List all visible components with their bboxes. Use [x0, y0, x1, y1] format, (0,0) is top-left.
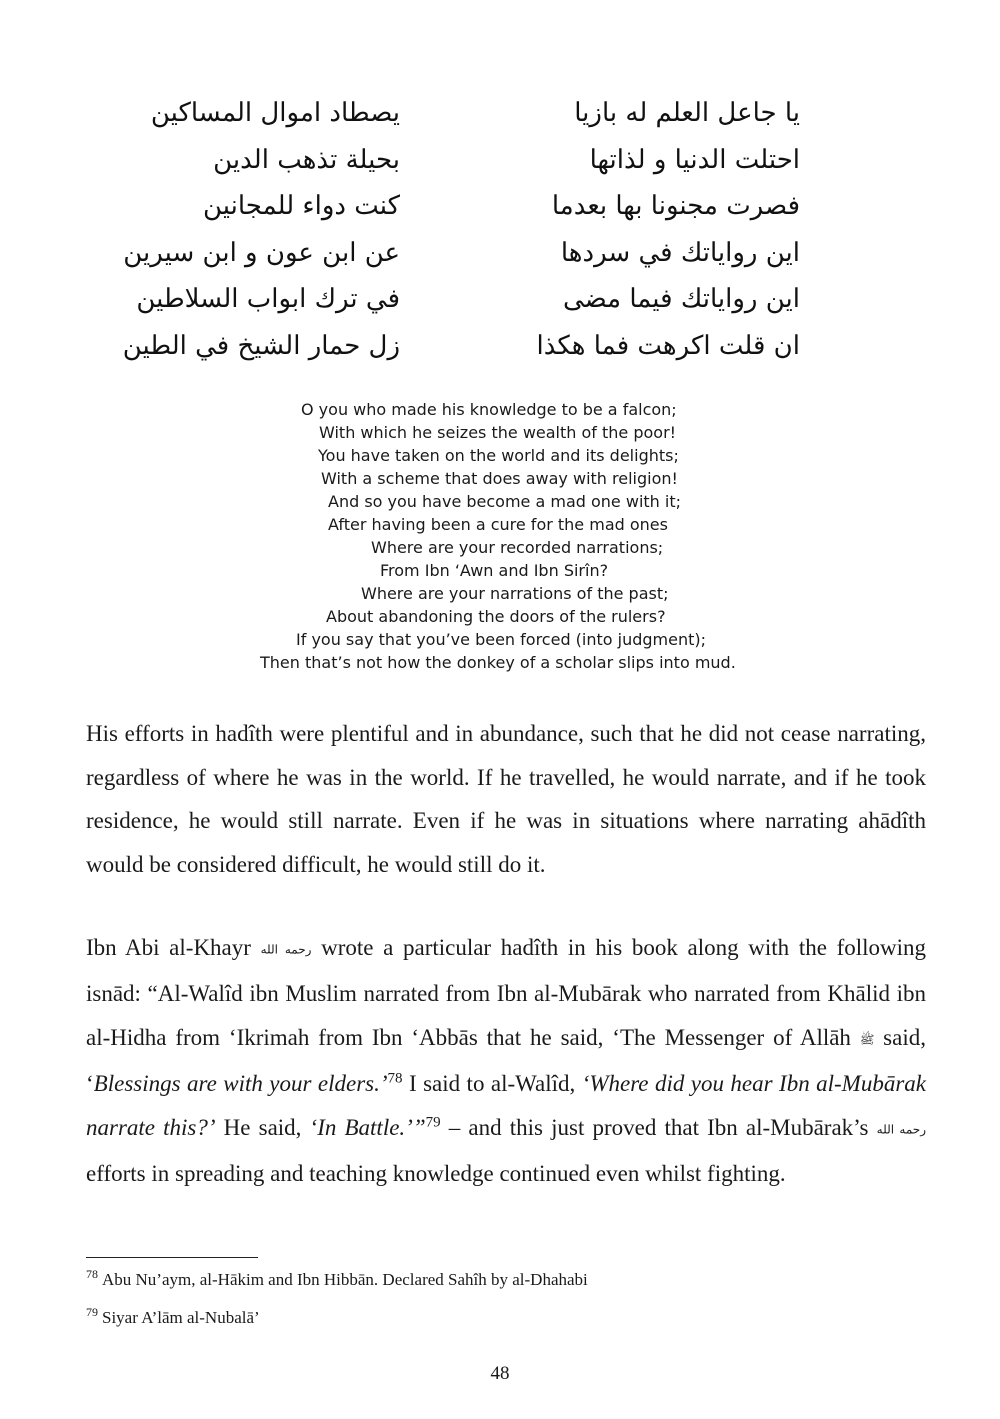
paragraph-text: wrote a particular hadîth in his book along with the following isnād: “Al-Walîd ibn Muslim narrated from Ibn al-Mubārak who narrated from Khālid ibn al-Hidha from ‘Ikrimah from Ibn ‘Abbās that he said, ‘The Messenger of Allāh: [86, 935, 927, 1051]
footnote: [86, 1305, 260, 1328]
translation-line: Then that’s not how the donkey of a scholar slips into mud.: [260, 653, 736, 672]
footnote-reference[interactable]: 78: [387, 1070, 403, 1087]
translation-line: With a scheme that does away with religion!: [321, 469, 678, 488]
translation-line: About abandoning the doors of the rulers?: [326, 607, 666, 626]
paragraph-text: – and this just proved that Ibn al-Mubārak’s: [440, 1115, 877, 1141]
paragraph-text: efforts in spreading and teaching knowledge continued even whilst fighting.: [86, 1160, 786, 1186]
honorific-glyph: رحمه الله: [876, 1122, 927, 1137]
translation-line: After having been a cure for the mad ones: [328, 515, 668, 534]
arabic-verse-line: اين رواياتك في سردها: [560, 237, 800, 268]
arabic-verse-line: زل حمار الشيخ في الطين: [122, 330, 400, 361]
arabic-poem-left-column: [122, 90, 400, 369]
arabic-verse-line: كنت دواء للمجانين: [202, 191, 400, 221]
paragraph-text: He said,: [215, 1115, 310, 1141]
translation-line: From Ibn ‘Awn and Ibn Sirîn?: [380, 561, 609, 580]
translation-line: Where are your recorded narrations;: [371, 538, 664, 557]
arabic-verse-line: بحيلة تذهب الدين: [213, 144, 400, 175]
footnote-number: 79: [86, 1305, 98, 1320]
arabic-verse-line: احتلت الدنيا و لذاتها: [589, 144, 800, 175]
translation-line: O you who made his knowledge to be a falcon;: [301, 400, 677, 419]
translation-line: If you say that you’ve been forced (into judgment);: [296, 630, 707, 649]
translation-line: With which he seizes the wealth of the poor!: [319, 423, 677, 442]
arabic-verse-line: في ترك ابواب السلاطين: [136, 284, 400, 314]
honorific-glyph: رحمه الله: [260, 942, 312, 957]
arabic-verse-line: ان قلت اكرهت فما هكذا: [536, 330, 800, 361]
body-paragraph: His efforts in hadîth were plentiful and in abundance, such that he did not cease narrating, regardless of where he was in the world. If he travelled, he would narrate, and if he took residence, he would still narrate. Even if he was in situations where narrating ahādîth would be considered difficult, he would still do it.: [86, 721, 926, 877]
italic-quote: Blessings are with your elders.’: [93, 1070, 388, 1096]
honorific-glyph: ﷺ: [859, 1032, 875, 1047]
arabic-poem: [122, 90, 800, 380]
arabic-verse-line: يا جاعل العلم له بازيا: [574, 98, 800, 128]
arabic-poem-right-column: [530, 90, 800, 369]
footnote-reference[interactable]: 79: [425, 1114, 441, 1131]
translation-line: Where are your narrations of the past;: [361, 584, 669, 603]
translation-line: And so you have become a mad one with it;: [328, 492, 681, 511]
body-paragraph: [86, 926, 926, 1196]
footnote-text: Siyar A’lām al-Nubalā’: [102, 1308, 260, 1327]
arabic-verse-line: عن ابن عون و ابن سيرين: [123, 237, 400, 268]
footnote-number: 78: [86, 1267, 98, 1282]
italic-quote: ‘Where did you hear Ibn al-Mubārak narrate this?’: [86, 1070, 926, 1141]
arabic-verse-line: يصطاد اموال المساكين: [150, 98, 400, 128]
footnote-text: Abu Nu’aym, al-Hākim and Ibn Hibbān. Declared Sahîh by al-Dhahabi: [102, 1270, 588, 1289]
english-poem-translation: [200, 398, 790, 674]
arabic-verse-line: فصرت مجنونا بها بعدما: [551, 191, 800, 221]
footnote-divider: [86, 1257, 258, 1258]
paragraph-text: Ibn Abi al-Khayr: [86, 935, 261, 960]
page-number: 48: [490, 1363, 510, 1384]
arabic-verse-line: اين رواياتك فيما مضى: [562, 284, 800, 314]
italic-quote: ‘In Battle.’”: [309, 1115, 426, 1141]
footnote: [86, 1267, 588, 1290]
translation-line: You have taken on the world and its delights;: [318, 446, 679, 465]
paragraph-text: I said to al-Walîd,: [402, 1070, 582, 1096]
paragraph-text: said, ‘: [86, 1025, 926, 1096]
